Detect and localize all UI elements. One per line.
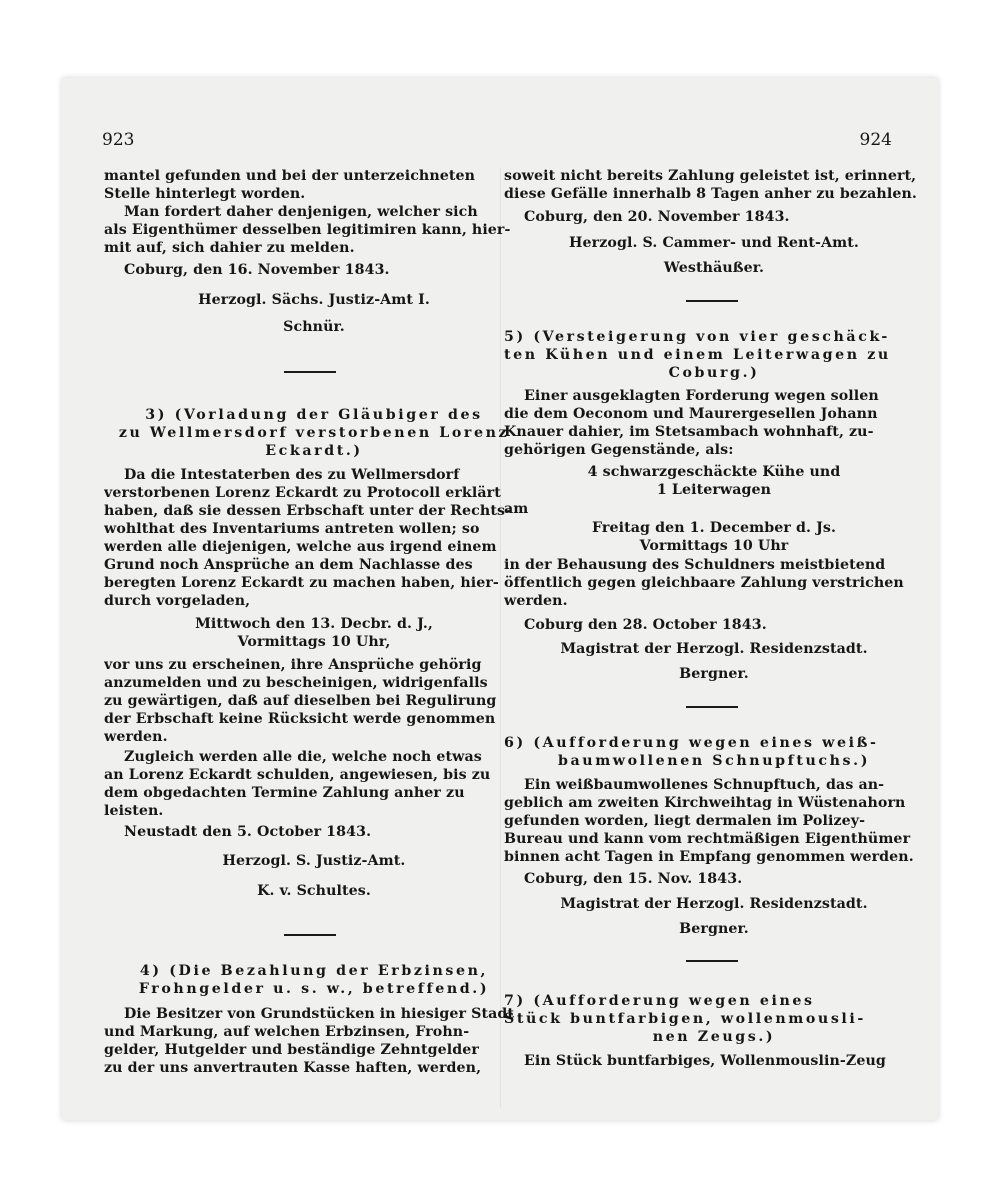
text-line: Die Besitzer von Grundstücken in hiesiger Stadt bbox=[124, 1006, 515, 1022]
section-separator bbox=[686, 300, 738, 302]
dateline: Neustadt den 5. October 1843. bbox=[124, 824, 372, 840]
list-item: 4 schwarzgeschäckte Kühe und bbox=[587, 464, 841, 480]
notice-heading: nen Zeugs.) bbox=[652, 1029, 776, 1045]
text-line: gehörigen Gegenstände, als: bbox=[504, 442, 734, 458]
text-line: zu gewärtigen, daß auf dieselben bei Regulirung bbox=[104, 693, 497, 709]
text-line: binnen acht Tagen in Empfang genommen werden. bbox=[504, 849, 914, 865]
section-separator bbox=[284, 934, 336, 936]
text-line: wohlthat des Inventariums antreten wollen; so bbox=[104, 521, 480, 537]
text-line: die dem Oeconom und Maurergesellen Johann bbox=[504, 406, 878, 422]
text-line: gefunden worden, liegt dermalen im Polizey- bbox=[504, 813, 866, 829]
text-line: vor uns zu erscheinen, ihre Ansprüche gehörig bbox=[104, 657, 482, 673]
signer-name: Schnür. bbox=[283, 319, 345, 335]
text-line: und Markung, auf welchen Erbzinsen, Frohn- bbox=[104, 1024, 470, 1040]
text-line: Ein Stück buntfarbiges, Wollenmouslin-Zeug bbox=[524, 1053, 886, 1069]
text-line: zu der uns anvertrauten Kasse haften, werden, bbox=[104, 1060, 482, 1076]
notice-heading: Eckardt.) bbox=[265, 443, 363, 459]
text-line: Man fordert daher denjenigen, welcher sich bbox=[124, 204, 478, 220]
office-signature: Herzogl. S. Cammer- und Rent-Amt. bbox=[569, 235, 859, 251]
text-line: als Eigenthümer desselben legitimiren kann, hier- bbox=[104, 222, 511, 238]
section-separator bbox=[686, 960, 738, 962]
text-line: mantel gefunden und bei der unterzeichneten bbox=[104, 168, 476, 184]
text-line: durch vorgeladen, bbox=[104, 593, 251, 609]
appointment-time: Vormittags 10 Uhr bbox=[639, 538, 789, 554]
appointment-date: Freitag den 1. December d. Js. bbox=[591, 520, 837, 536]
notice-heading: 3) (Vorladung der Gläubiger des bbox=[145, 407, 483, 423]
notice-heading: baumwollenen Schnupftuchs.) bbox=[557, 753, 871, 769]
text-line: beregten Lorenz Eckardt zu machen haben, hier- bbox=[104, 575, 499, 591]
office-signature: Herzogl. Sächs. Justiz-Amt I. bbox=[198, 292, 430, 308]
dateline: Coburg, den 20. November 1843. bbox=[524, 209, 790, 225]
text-line: an Lorenz Eckardt schulden, angewiesen, bis zu bbox=[104, 767, 491, 783]
office-signature: Herzogl. S. Justiz-Amt. bbox=[222, 853, 406, 869]
office-signature: Magistrat der Herzogl. Residenzstadt. bbox=[560, 641, 868, 657]
dateline: Coburg, den 16. November 1843. bbox=[124, 262, 390, 278]
text-line: Einer ausgeklagten Forderung wegen sollen bbox=[524, 388, 879, 404]
signer-name: Westhäußer. bbox=[663, 260, 765, 276]
text-line: geblich am zweiten Kirchweihtag in Wüstenahorn bbox=[504, 795, 906, 811]
text-line: mit auf, sich dahier zu melden. bbox=[104, 240, 355, 256]
text-line: werden. bbox=[104, 729, 168, 745]
notice-heading: 6) (Aufforderung wegen eines weiß- bbox=[504, 735, 879, 751]
section-separator bbox=[284, 371, 336, 373]
text-line: anzumelden und zu bescheinigen, widrigenfalls bbox=[104, 675, 488, 691]
text-line: verstorbenen Lorenz Eckardt zu Protocoll erklärt bbox=[104, 485, 501, 501]
text-line: werden. bbox=[504, 593, 568, 609]
text-line: Bureau und kann vom rechtmäßigen Eigenthümer bbox=[504, 831, 911, 847]
signer-name: Bergner. bbox=[679, 921, 749, 937]
text-line: Stelle hinterlegt worden. bbox=[104, 186, 306, 202]
text-line: haben, daß sie dessen Erbschaft unter der Rechts- bbox=[104, 503, 512, 519]
left-page-number: 923 bbox=[102, 130, 135, 150]
notice-heading: 7) (Aufforderung wegen eines bbox=[504, 993, 815, 1009]
notice-heading: 5) (Versteigerung von vier geschäck- bbox=[504, 329, 890, 345]
text-line: werden alle diejenigen, welche aus irgend einem bbox=[104, 539, 497, 555]
notice-heading: Coburg.) bbox=[668, 365, 760, 381]
text-line: Knauer dahier, im Stetsambach wohnhaft, zu- bbox=[504, 424, 874, 440]
notice-heading: Stück buntfarbigen, wollenmousli- bbox=[504, 1011, 866, 1027]
signer-name: K. v. Schultes. bbox=[257, 883, 371, 899]
text-line: Grund noch Ansprüche an dem Nachlasse des bbox=[104, 557, 473, 573]
appointment-time: Vormittags 10 Uhr, bbox=[237, 634, 391, 650]
appointment-date: Mittwoch den 13. Decbr. d. J., bbox=[195, 616, 433, 632]
text-line: Zugleich werden alle die, welche noch etwas bbox=[124, 749, 482, 765]
text-line: der Erbschaft keine Rücksicht werde genommen bbox=[104, 711, 496, 727]
text-line: diese Gefälle innerhalb 8 Tagen anher zu bezahlen. bbox=[504, 186, 917, 202]
right-page-number: 924 bbox=[859, 130, 892, 150]
text-line: Ein weißbaumwollenes Schnupftuch, das an- bbox=[524, 777, 885, 793]
text-line: öffentlich gegen gleichbaare Zahlung verstrichen bbox=[504, 575, 904, 591]
notice-heading: ten Kühen und einem Leiterwagen zu bbox=[504, 347, 891, 363]
text-line: am bbox=[504, 501, 529, 517]
text-line: dem obgedachten Termine Zahlung anher zu bbox=[104, 785, 465, 801]
notice-heading: 4) (Die Bezahlung der Erbzinsen, bbox=[139, 963, 489, 979]
text-line: soweit nicht bereits Zahlung geleistet ist, erinnert, bbox=[504, 168, 917, 184]
text-line: leisten. bbox=[104, 803, 164, 819]
dateline: Coburg den 28. October 1843. bbox=[524, 617, 767, 633]
scanned-page-spread bbox=[62, 78, 938, 1120]
list-item: 1 Leiterwagen bbox=[656, 482, 772, 498]
text-line: Da die Intestaterben des zu Wellmersdorf bbox=[124, 467, 460, 483]
office-signature: Magistrat der Herzogl. Residenzstadt. bbox=[560, 896, 868, 912]
text-line: in der Behausung des Schuldners meistbietend bbox=[504, 557, 886, 573]
notice-heading: Frohngelder u. s. w., betreffend.) bbox=[138, 981, 490, 997]
signer-name: Bergner. bbox=[679, 666, 749, 682]
section-separator bbox=[686, 706, 738, 708]
notice-heading: zu Wellmersdorf verstorbenen Lorenz bbox=[118, 425, 510, 441]
text-line: gelder, Hutgelder und beständige Zehntgelder bbox=[104, 1042, 479, 1058]
dateline: Coburg, den 15. Nov. 1843. bbox=[524, 871, 743, 887]
